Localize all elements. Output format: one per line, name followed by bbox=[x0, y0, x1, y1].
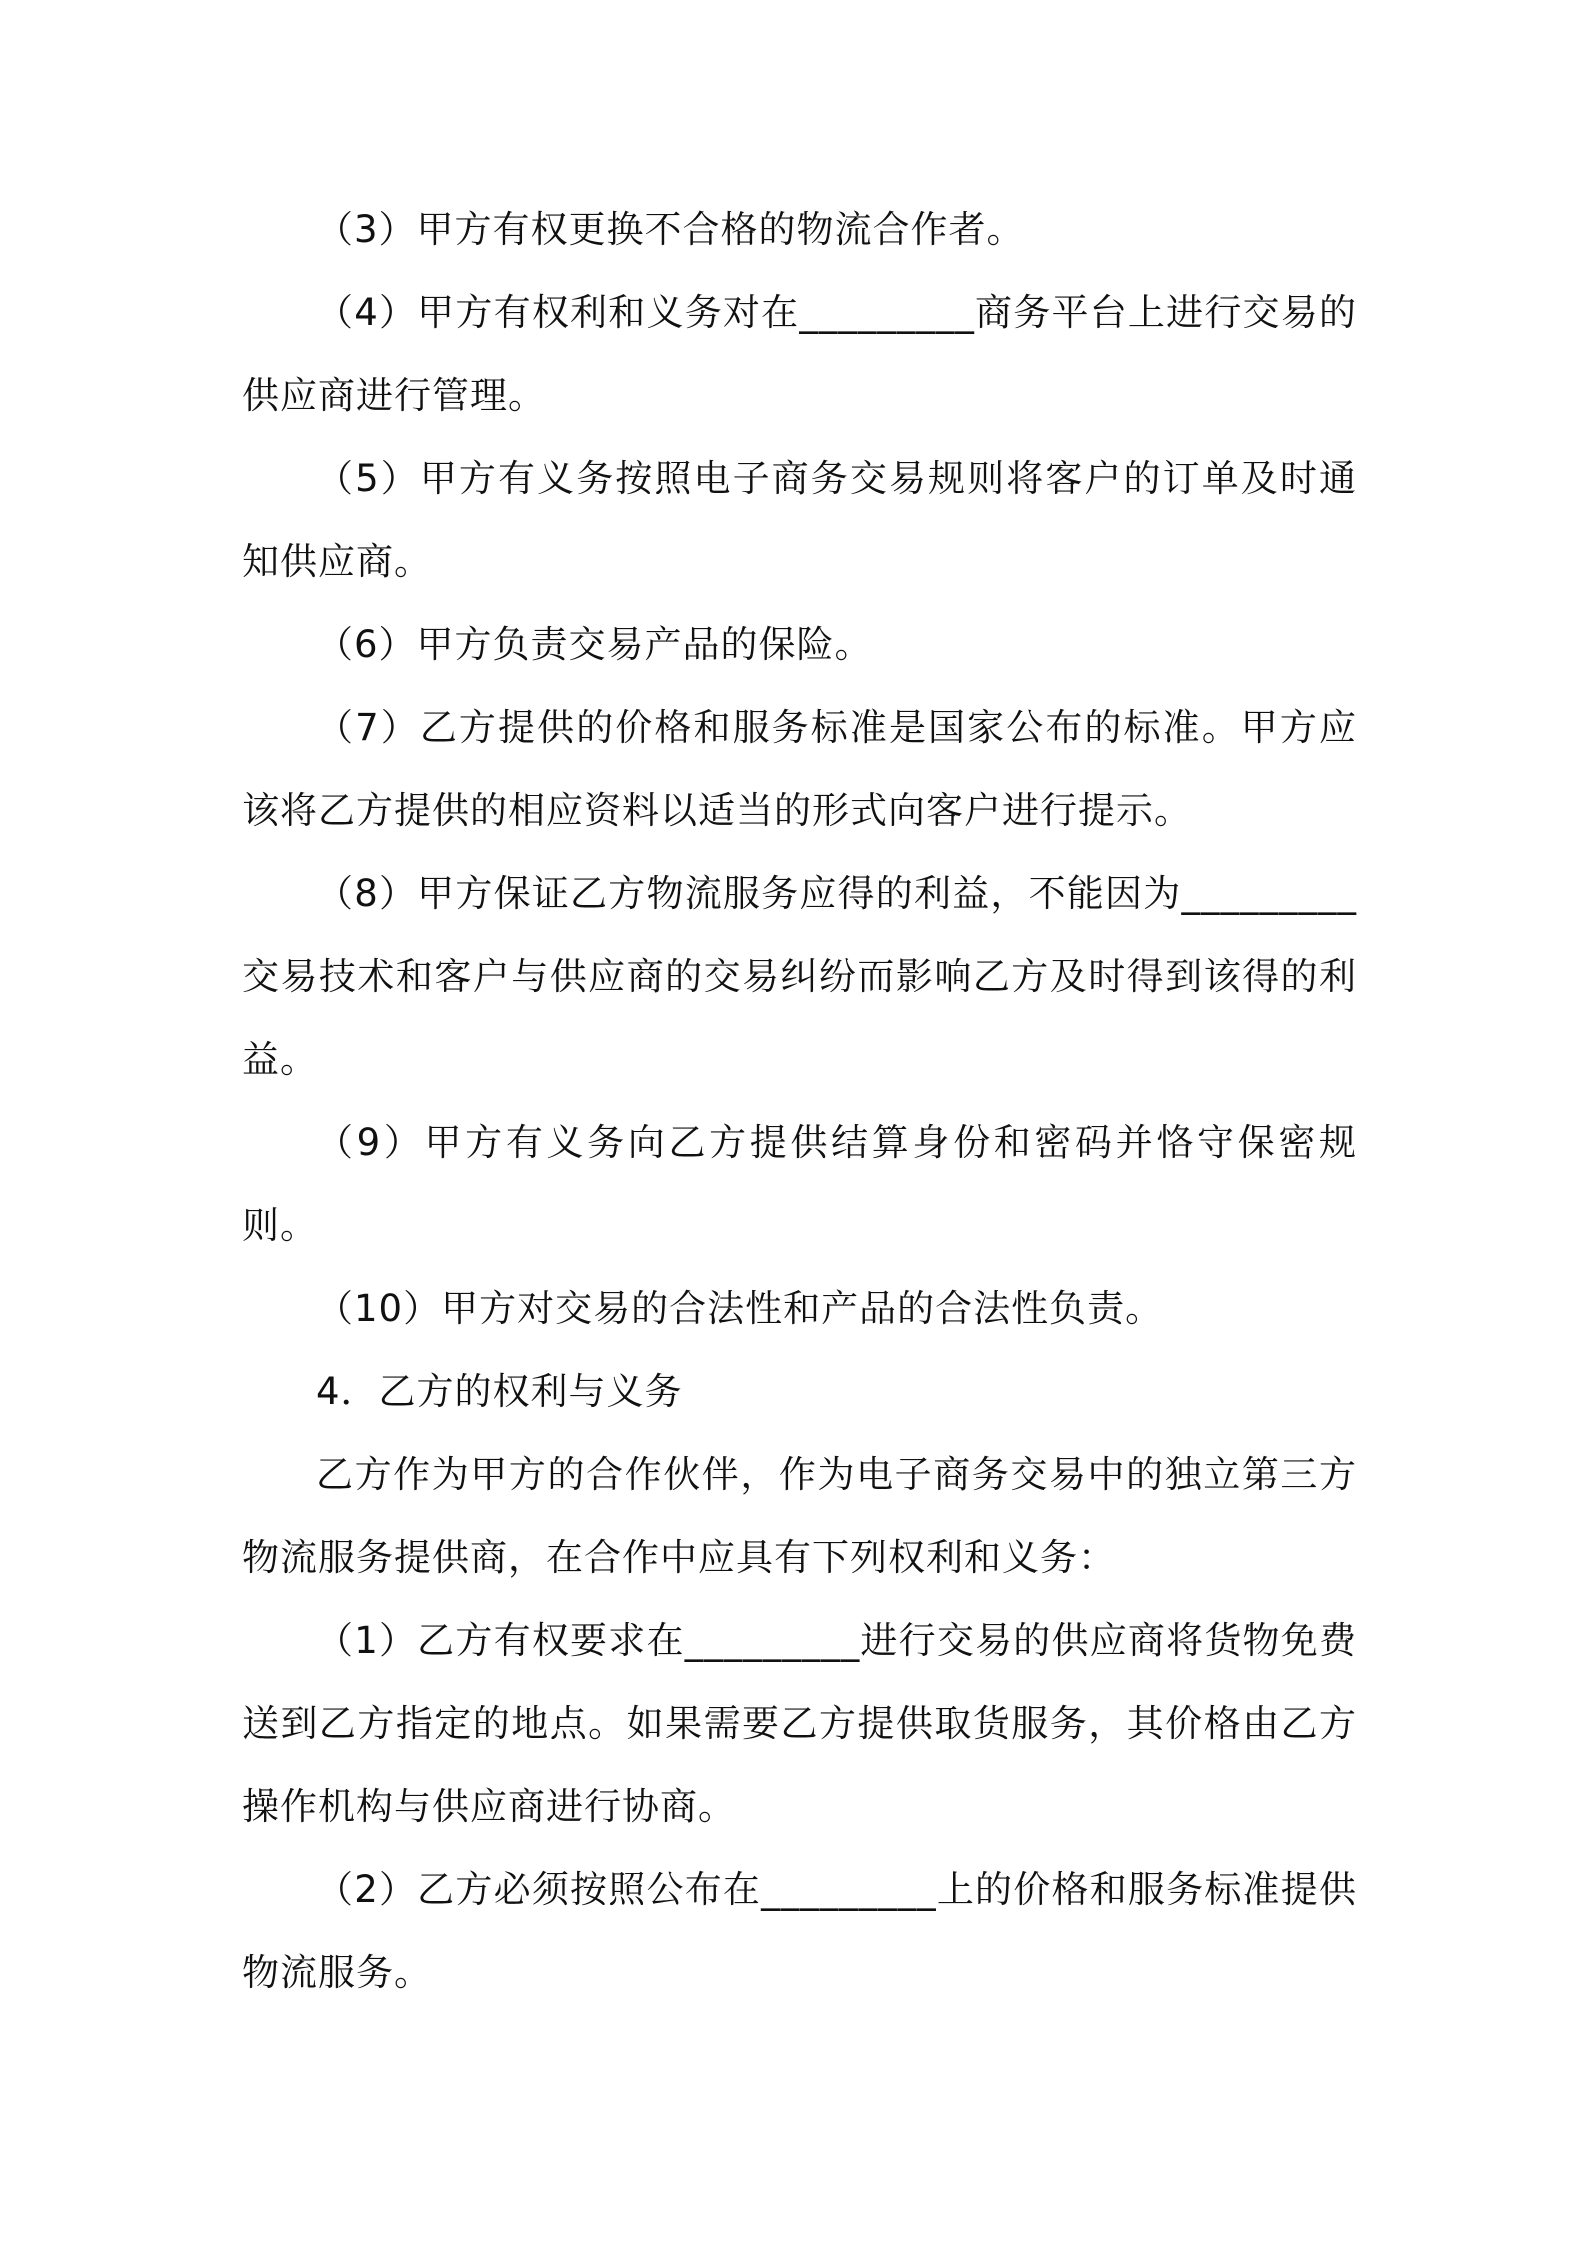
clause-b-1: （1）乙方有权要求在_________进行交易的供应商将货物免费送到乙方指定的地点。如果需要乙方提供取货服务，其价格由乙方操作机构与供应商进行协商。 bbox=[242, 1619, 1357, 1828]
clause-a-9: （9）甲方有义务向乙方提供结算身份和密码并恪守保密规则。 bbox=[242, 1121, 1357, 1247]
clause-a-8: （8）甲方保证乙方物流服务应得的利益，不能因为_________交易技术和客户与供应商的交易纠纷而影响乙方及时得到该得的利益。 bbox=[242, 872, 1357, 1081]
clause-a-3: （3）甲方有权更换不合格的物流合作者。 bbox=[316, 208, 1025, 251]
document-body bbox=[242, 188, 1357, 2014]
clause-a-6: （6）甲方负责交易产品的保险。 bbox=[316, 623, 873, 666]
clause-a-7: （7）乙方提供的价格和服务标准是国家公布的标准。甲方应该将乙方提供的相应资料以适当的形式向客户进行提示。 bbox=[242, 706, 1357, 832]
section-heading: 4．乙方的权利与义务 bbox=[316, 1370, 683, 1413]
clause-a-5: （5）甲方有义务按照电子商务交易规则将客户的订单及时通知供应商。 bbox=[242, 457, 1357, 583]
clause-b-2: （2）乙方必须按照公布在_________上的价格和服务标准提供物流服务。 bbox=[242, 1868, 1357, 1994]
section-intro: 乙方作为甲方的合作伙伴，作为电子商务交易中的独立第三方物流服务提供商，在合作中应具有下列权利和义务： bbox=[242, 1453, 1357, 1579]
clause-a-10: （10）甲方对交易的合法性和产品的合法性负责。 bbox=[316, 1287, 1164, 1330]
clause-a-4: （4）甲方有权利和义务对在_________商务平台上进行交易的供应商进行管理。 bbox=[242, 291, 1357, 417]
